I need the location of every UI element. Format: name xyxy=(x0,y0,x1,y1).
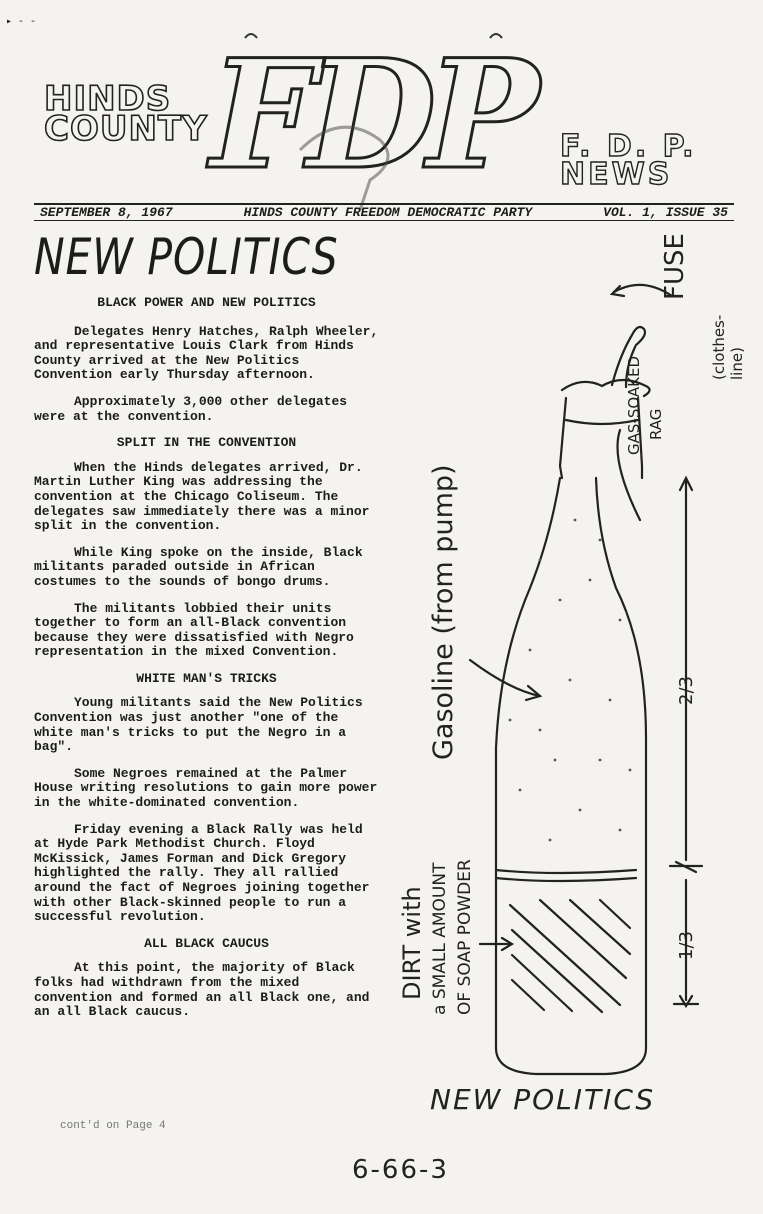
continued-note: cont'd on Page 4 xyxy=(60,1120,166,1132)
drawing-caption: NEW POLITICS xyxy=(430,1083,656,1116)
article-paragraph: Delegates Henry Hatches, Ralph Wheeler, and representative Louis Clark from Hinds County arrived at the New Politics Convention early Thursday afternoon. xyxy=(34,323,379,383)
masthead-logo-letters: FDP xyxy=(210,27,530,203)
dirt-label: DIRT with xyxy=(398,886,426,1000)
article-paragraph: Friday evening a Black Rally was held at Hyde Park Methodist Church. Floyd McKissick, James Forman and Dick Gregory highlighted the rally. They all rallied around the fact of Negroes joining together with other Black-skinned people to run a successful revolution. xyxy=(34,821,370,925)
corner-mark: ▸ - - xyxy=(6,17,37,28)
page-headline: NEW POLITICS xyxy=(34,228,339,286)
clothes-line-label: (clothes-line) xyxy=(710,314,746,380)
masthead-news: NEWS xyxy=(560,157,673,192)
article-paragraph: Young militants said the New Politics Convention was just another "one of the white man's tricks to put the Negro in a bag". xyxy=(34,695,363,755)
masthead-fdp: F. D. P. xyxy=(560,129,697,164)
fuse-label: FUSE xyxy=(660,233,690,300)
two-thirds-label: 2/3 xyxy=(676,676,697,705)
article-paragraph: While King spoke on the inside, Black militants paraded outside in African costumes to the sounds of bongo drums. xyxy=(34,544,363,589)
soap-powder-label: OF SOAP POWDER xyxy=(455,859,475,1015)
article-subheading: ALL BLACK CAUCUS xyxy=(144,935,269,951)
article-paragraph: At this point, the majority of Black folks had withdrawn from the mixed convention and formed an all Black one, and an all Black caucus. xyxy=(34,960,370,1020)
masthead-hinds: HINDS xyxy=(44,79,172,119)
organization-name: HINDS COUNTY FREEDOM DEMOCRATIC PARTY xyxy=(243,205,533,220)
page-number: 6-66-3 xyxy=(352,1155,449,1185)
article-paragraph: The militants lobbied their units together to form an all-Black convention because they were dissatisfied with Negro representation in the mixed Convention. xyxy=(34,600,354,660)
issue-volume: VOL. 1, ISSUE 35 xyxy=(603,205,728,220)
article-subheading: WHITE MAN'S TRICKS xyxy=(136,670,277,686)
article-paragraph: When the Hinds delegates arrived, Dr. Martin Luther King was addressing the convention at the Chicago Coliseum. The delegates saw immediately there was a minor split in the convention. xyxy=(34,459,370,534)
article-title: BLACK POWER AND NEW POLITICS xyxy=(97,295,316,310)
masthead-county: COUNTY xyxy=(44,109,208,149)
one-third-label: 1/3 xyxy=(676,931,697,960)
small-amount-label: a SMALL AMOUNT xyxy=(430,862,450,1015)
article-subheading: SPLIT IN THE CONVENTION xyxy=(116,435,297,451)
issue-date: SEPTEMBER 8, 1967 xyxy=(40,205,173,220)
article-paragraph: Approximately 3,000 other delegates were at the convention. xyxy=(34,393,348,424)
gasoline-label: Gasoline (from pump) xyxy=(428,464,459,760)
article-paragraph: Some Negroes remained at the Palmer House writing resolutions to gain more power in the white-dominated convention. xyxy=(34,765,378,811)
gas-soaked-label: GAS-SOAKED xyxy=(625,355,643,455)
rag-label: RAG xyxy=(647,408,665,440)
